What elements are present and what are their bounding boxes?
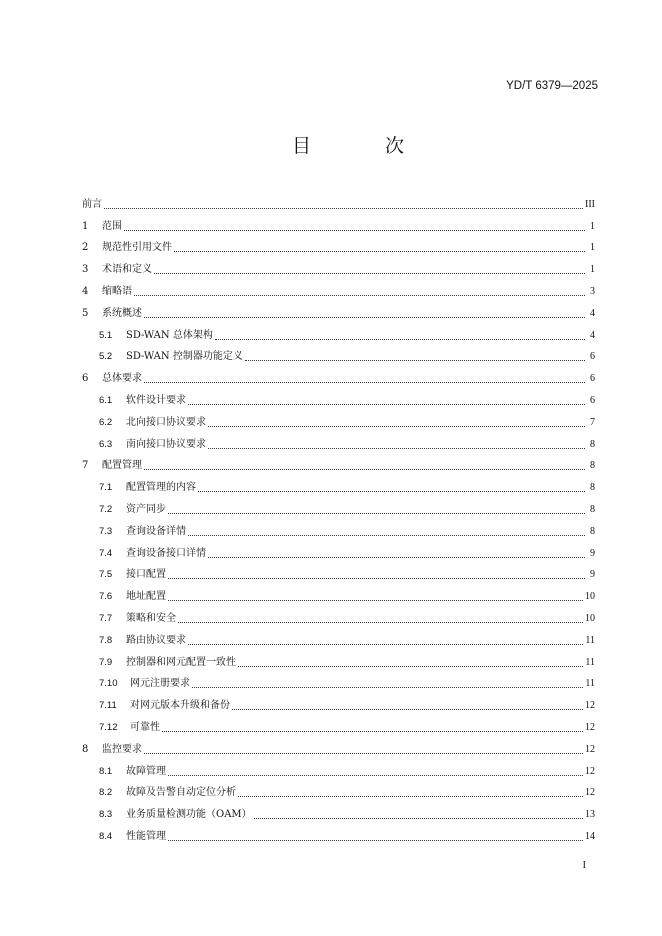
toc-entry-page: 12 [585,721,595,733]
toc-leader-dots [168,840,583,841]
toc-leader-dots [215,339,585,340]
toc-entry-title: 缩略语 [102,285,132,297]
toc-leader-dots [208,448,585,449]
toc-entry-page: 8 [590,503,595,515]
page-title: 目 次 [291,135,439,157]
toc-entry-number: 8.4 [99,830,113,842]
toc-entry-title: 网元注册要求 [130,678,190,690]
toc-entry-title: 配置管理的内容 [126,482,196,494]
toc-leader-dots [168,775,583,776]
toc-entry-number: 7.9 [99,656,113,668]
toc-entry[interactable] [82,254,595,276]
toc-entry-page: 14 [585,830,595,842]
toc-entry-title: 规范性引用文件 [102,242,172,254]
toc-entry-title: 查询设备接口详情 [126,547,206,559]
toc-entry-page: 8 [590,482,595,494]
toc-entry-title: 可靠性 [130,721,160,733]
toc-leader-dots [168,600,583,601]
toc-entry[interactable] [82,494,595,516]
toc-entry-title: 查询设备详情 [126,525,186,537]
toc-leader-dots [178,622,583,623]
toc-entry[interactable] [82,799,595,821]
toc-leader-dots [188,535,585,536]
toc-entry[interactable] [82,451,595,473]
toc-leader-dots [104,208,583,209]
toc-entry-number: 5.1 [99,329,113,341]
toc-entry-title: 北向接口协议要求 [126,416,206,428]
toc-entry-page: 1 [590,242,595,254]
toc-entry-number: 7.8 [99,634,113,646]
toc-entry-title: 性能管理 [126,830,166,842]
toc-entry-title: 软件设计要求 [126,394,186,406]
toc-entry-page: 4 [590,307,595,319]
toc-entry[interactable] [82,385,595,407]
toc-entry-title: 地址配置 [126,591,166,603]
toc-entry-page: 11 [585,634,595,646]
toc-entry[interactable] [82,407,595,429]
document-code: YD/T 6379—2025 [506,80,598,92]
toc-leader-dots [254,818,583,819]
toc-entry-page: 8 [590,460,595,472]
toc-leader-dots [124,230,585,231]
toc-leader-dots [144,382,585,383]
toc-leader-dots [198,491,585,492]
toc-entry-number: 1 [82,220,89,232]
toc-entry-page: 6 [590,351,595,363]
toc-entry[interactable] [82,538,595,560]
toc-entry-number: 5.2 [99,351,113,363]
toc-entry-title: 对网元版本升级和备份 [130,700,230,712]
toc-entry[interactable] [82,298,595,320]
toc-leader-dots [192,687,583,688]
toc-entry-number: 4 [82,285,89,297]
toc-entry-number: 7.10 [99,678,118,690]
toc-entry-number: 8 [82,743,89,755]
toc-entry[interactable] [82,472,595,494]
toc-entry-page: 1 [590,220,595,232]
toc-entry-page: 8 [590,525,595,537]
toc-entry[interactable] [82,821,595,843]
toc-leader-dots [238,666,583,667]
page-number: I [582,860,586,871]
toc-entry-number: 8.3 [99,809,113,821]
toc-entry[interactable] [82,233,595,255]
toc-entry-page: 12 [585,743,595,755]
toc-entry-title: SD-WAN 总体架构 [126,329,213,341]
toc-entry-page: 12 [585,765,595,777]
toc-entry-title: 前言 [82,198,102,210]
toc-entry-title: 接口配置 [126,569,166,581]
toc-leader-dots [162,731,583,732]
toc-entry-title: 路由协议要求 [126,634,186,646]
toc-leader-dots [245,360,585,361]
toc-entry[interactable] [82,603,595,625]
toc-entry[interactable] [82,625,595,647]
toc-entry-page: 6 [590,394,595,406]
toc-entry-number: 7 [82,460,89,472]
toc-entry[interactable] [82,189,595,211]
toc-entry[interactable] [82,712,595,734]
toc-entry-number: 2 [82,242,89,254]
toc-leader-dots [188,404,585,405]
table-of-contents [82,189,595,843]
toc-leader-dots [144,469,585,470]
toc-entry-number: 7.6 [99,591,113,603]
toc-leader-dots [232,709,583,710]
toc-entry-number: 7.3 [99,525,113,537]
toc-entry-number: 5 [82,307,89,319]
toc-entry-number: 7.4 [99,547,113,559]
toc-entry-title: 南向接口协议要求 [126,438,206,450]
toc-entry-title: SD-WAN 控制器功能定义 [126,351,243,363]
toc-entry-number: 6.1 [99,394,113,406]
toc-entry[interactable] [82,734,595,756]
toc-entry[interactable] [82,276,595,298]
toc-entry-page: 13 [585,809,595,821]
toc-entry-title: 业务质量检测功能（OAM） [126,809,252,821]
toc-entry-page: 1 [590,264,595,276]
toc-entry[interactable] [82,690,595,712]
toc-entry-page: 11 [585,656,595,668]
toc-entry-number: 6.3 [99,438,113,450]
toc-entry-page: 4 [590,329,595,341]
toc-leader-dots [144,317,585,318]
toc-entry[interactable] [82,363,595,385]
toc-leader-dots [208,557,585,558]
toc-entry-number: 7.1 [99,482,113,494]
toc-entry[interactable] [82,560,595,582]
toc-entry-number: 7.5 [99,569,113,581]
toc-entry-title: 系统概述 [102,307,142,319]
toc-entry-number: 7.12 [99,721,118,733]
toc-entry-page: 12 [585,700,595,712]
toc-entry-title: 策略和安全 [126,612,176,624]
toc-leader-dots [134,295,585,296]
toc-entry[interactable] [82,778,595,800]
toc-entry[interactable] [82,320,595,342]
toc-entry-number: 8.1 [99,765,113,777]
toc-leader-dots [168,513,585,514]
toc-entry-page: 12 [585,787,595,799]
toc-leader-dots [168,578,585,579]
toc-entry[interactable] [82,211,595,233]
toc-entry-title: 配置管理 [102,460,142,472]
toc-entry-number: 3 [82,264,89,276]
toc-entry[interactable] [82,581,595,603]
toc-entry-page: 7 [590,416,595,428]
toc-entry-page: 9 [590,547,595,559]
toc-entry[interactable] [82,516,595,538]
toc-entry-number: 8.2 [99,787,113,799]
toc-entry-number: 6 [82,373,89,385]
toc-entry-page: 8 [590,438,595,450]
toc-entry-page: 3 [590,285,595,297]
toc-entry-page: 9 [590,569,595,581]
toc-entry-title: 故障管理 [126,765,166,777]
toc-entry-title: 监控要求 [102,743,142,755]
toc-entry-page: 6 [590,373,595,385]
toc-entry-title: 术语和定义 [102,264,152,276]
toc-entry-title: 故障及告警自动定位分析 [126,787,236,799]
toc-entry-number: 7.11 [99,700,117,712]
toc-entry[interactable] [82,756,595,778]
toc-entry[interactable] [82,342,595,364]
toc-leader-dots [208,426,585,427]
toc-entry-title: 范围 [102,220,122,232]
toc-leader-dots [174,251,585,252]
toc-entry[interactable] [82,669,595,691]
toc-entry-title: 控制器和网元配置一致性 [126,656,236,668]
toc-entry-page: 11 [585,678,595,690]
toc-entry[interactable] [82,429,595,451]
toc-entry-number: 6.2 [99,416,113,428]
toc-leader-dots [188,644,583,645]
toc-entry-page: 10 [585,612,595,624]
toc-entry-title: 总体要求 [102,373,142,385]
toc-entry-title: 资产同步 [126,503,166,515]
toc-leader-dots [154,273,585,274]
toc-entry-number: 7.2 [99,503,113,515]
toc-entry-page: III [585,198,595,210]
toc-leader-dots [144,753,583,754]
toc-entry-number: 7.7 [99,612,113,624]
toc-leader-dots [238,796,583,797]
toc-entry-page: 10 [585,591,595,603]
toc-entry[interactable] [82,647,595,669]
